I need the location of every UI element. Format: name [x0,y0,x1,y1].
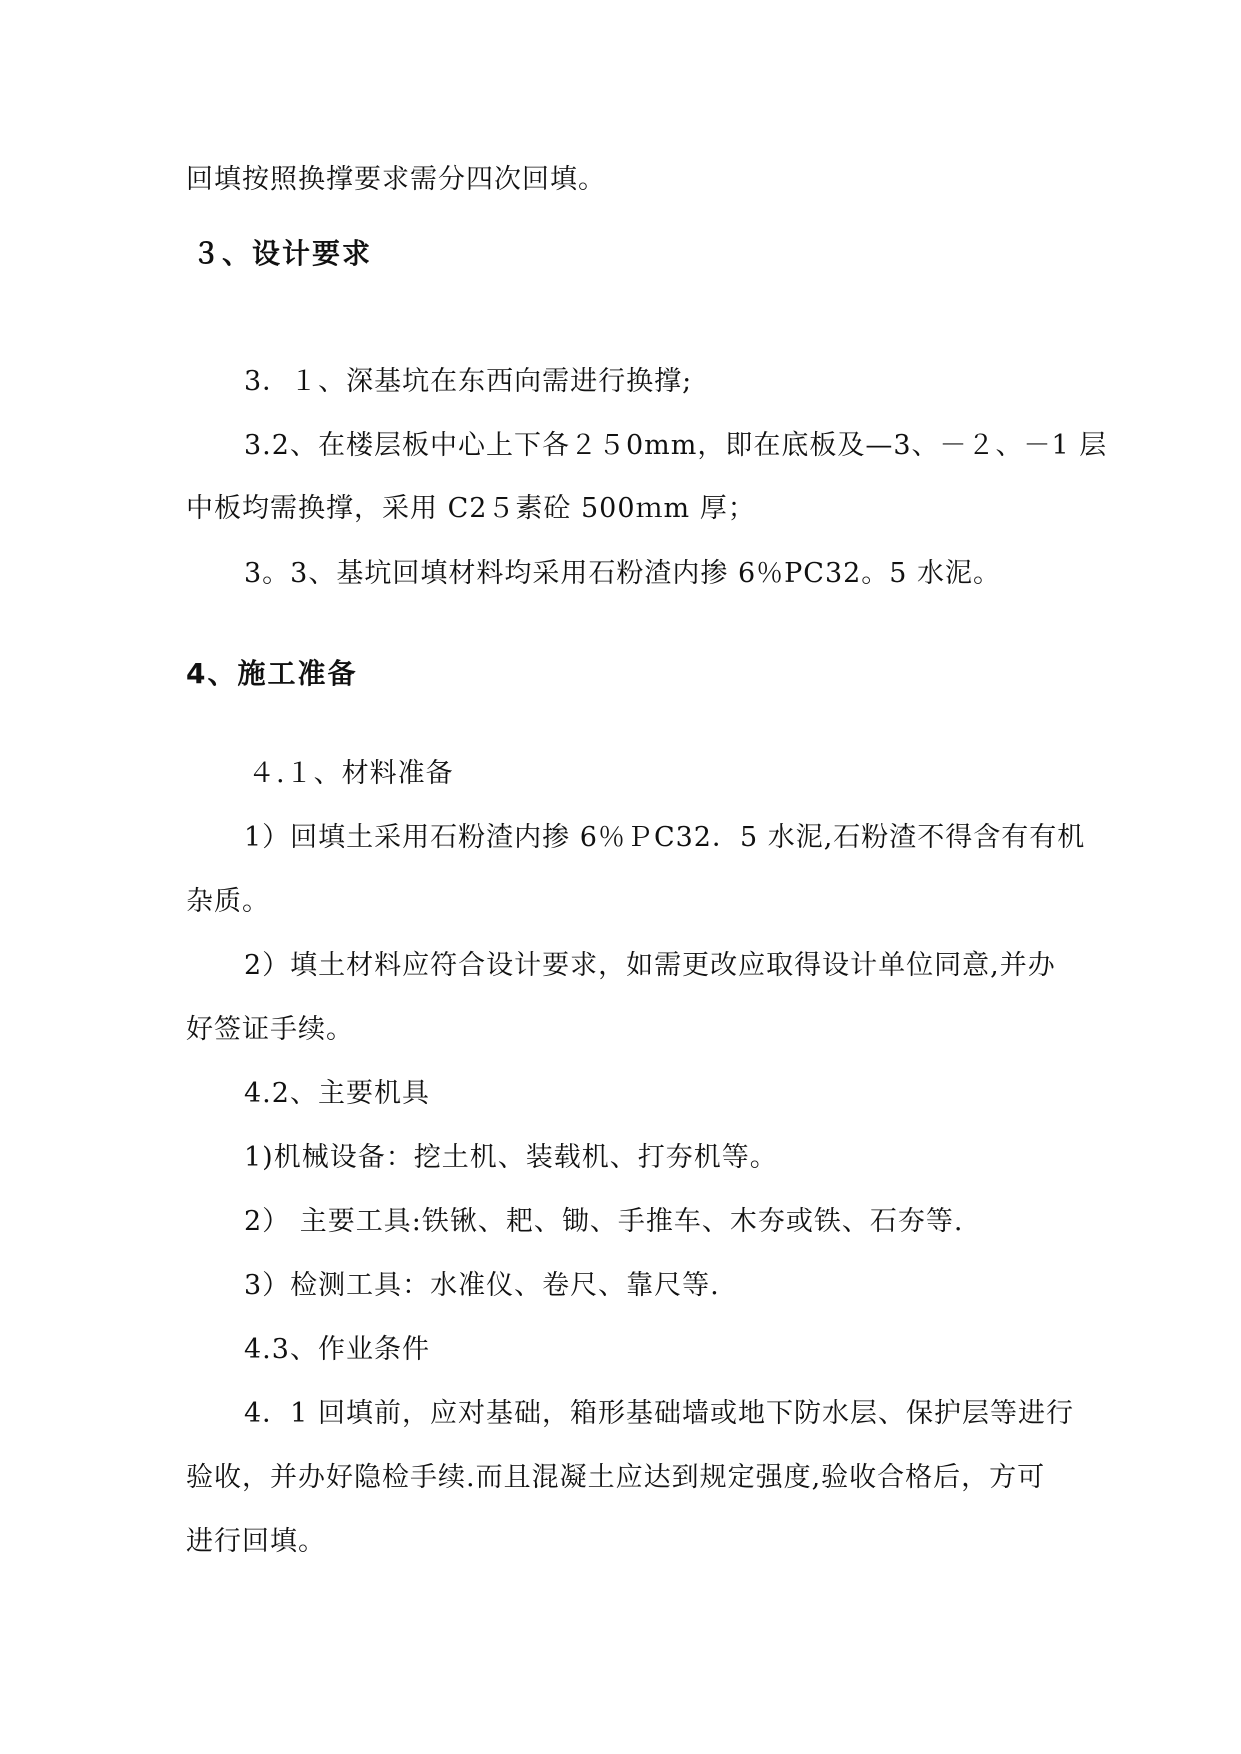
paragraph-line: 1)机械设备：挖土机、装载机、打夯机等。 [244,1142,778,1173]
paragraph-line: 回填按照换撑要求需分四次回填。 [186,164,606,195]
paragraph-line: 2） 主要工具:铁锹、耙、锄、手推车、木夯或铁、石夯等. [244,1206,964,1237]
paragraph-line: 3.2、在楼层板中心上下各２５0mm，即在底板及—3、－２、－1 层 [244,430,1108,461]
paragraph-line: 3。3、基坑回填材料均采用石粉渣内掺 6％PC32。5 水泥。 [244,558,1002,589]
subsection-heading: 4.2、主要机具 [244,1078,430,1109]
paragraph-line: 4．1 回填前，应对基础，箱形基础墙或地下防水层、保护层等进行 [244,1398,1074,1429]
paragraph-line: 验收，并办好隐检手续.而且混凝土应达到规定强度,验收合格后，方可 [186,1462,1046,1493]
section-heading-3: ３、设计要求 [192,237,373,270]
paragraph-line: 好签证手续。 [186,1014,354,1045]
section-heading-4: 4、施工准备 [186,657,358,690]
paragraph-line: 杂质。 [186,886,270,917]
subsection-heading: 4.3、作业条件 [244,1334,430,1365]
paragraph-line: 3）检测工具：水准仪、卷尺、靠尺等. [244,1270,720,1301]
paragraph-line: 3．１、深基坑在东西向需进行换撑; [244,366,693,397]
subsection-heading: ４.１、材料准备 [248,758,454,789]
paragraph-line: 2）填土材料应符合设计要求，如需更改应取得设计单位同意,并办 [244,950,1056,981]
paragraph-line: 1）回填土采用石粉渣内掺 6％ＰC32．5 水泥,石粉渣不得含有有机 [244,822,1086,853]
paragraph-line: 进行回填。 [186,1526,326,1557]
paragraph-line: 中板均需换撑，采用 C2５素砼 500ｍm 厚； [186,493,756,524]
